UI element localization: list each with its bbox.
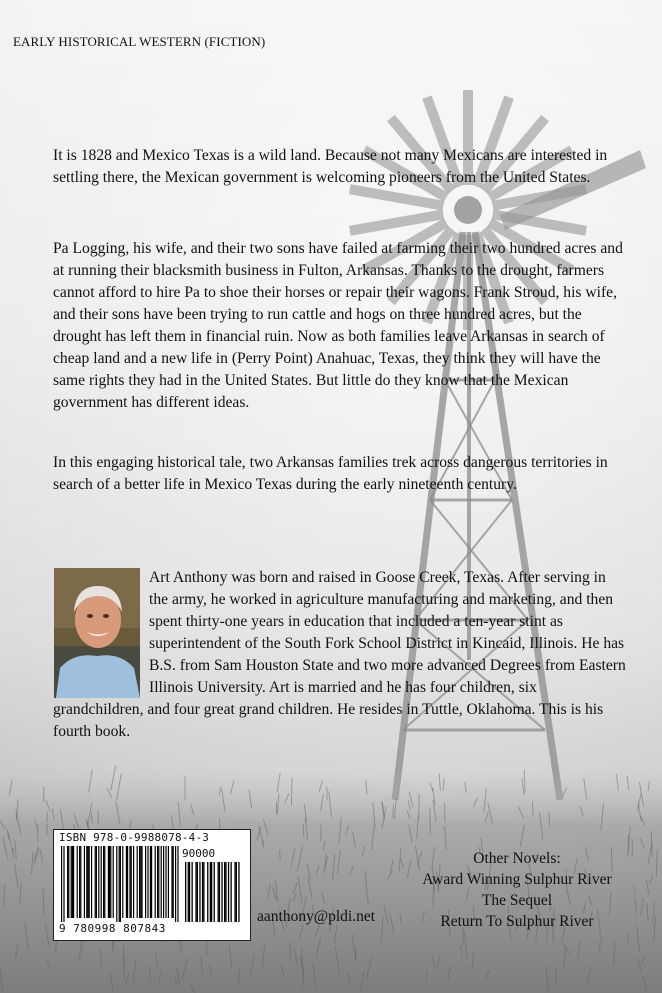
genre-label: EARLY HISTORICAL WESTERN (FICTION) bbox=[13, 34, 266, 49]
author-bio bbox=[53, 567, 628, 743]
price-code: 90000 bbox=[182, 847, 216, 860]
description-paragraph-2: Pa Logging, his wife, and their two sons have failed at farming their two hundred acres and at running their blacksmith business in Fulton, Arkansas. Thanks to the drought, farmers cannot afford to hire Pa to shoe their horses or repair their wagons. Frank Stroud, his wife, and their sons have been trying to run cattle and hogs on three hundred acres, but the drought has left them in financial ruin. Now as both families leave Arkansas in search of cheap land and a new life in (Perry Point) Anahuac, Texas, they think they will have the same rights they had in the United States. But little do they know that the Mexican government has different ideas. bbox=[53, 240, 623, 411]
description-paragraph-3: In this engaging historical tale, two Arkansas families trek across dangerous territories in search of a better life in Mexico Texas during the early nineteenth century. bbox=[53, 454, 608, 493]
author-email: aanthony@pldi.net bbox=[257, 908, 376, 925]
isbn-barcode bbox=[53, 829, 251, 941]
novel-title-2: The Sequel bbox=[481, 892, 553, 909]
description-paragraph-1: It is 1828 and Mexico Texas is a wild land. Because not many Mexicans are interested in settling there, the Mexican government is welcoming pioneers from the United States. bbox=[53, 147, 608, 186]
price-barcode-bars bbox=[185, 862, 240, 922]
ean-digits: 9 780998 807843 bbox=[59, 922, 166, 935]
other-novels bbox=[398, 848, 636, 932]
isbn-label: ISBN 978-0-9988078-4-3 bbox=[59, 831, 210, 844]
other-novels-heading: Other Novels: bbox=[473, 850, 561, 867]
novel-title-1: Award Winning Sulphur River bbox=[422, 871, 612, 888]
author-bio-text: Art Anthony was born and raised in Goose Creek, Texas. After serving in the army, he worked in agriculture manufacturing and marketing, and then spent thirty-one years in education that included a ten-year stint as superintendent of the South Fork School District in Kincaid, Illinois. He has B.S. from Sam Houston State and two more advanced Degrees from Eastern Illinois University. Art is married and he has four children, six grandchildren, and four great grand children. He resides in Tuttle, Oklahoma. This is his fourth book. bbox=[53, 569, 626, 740]
ean-barcode-bars bbox=[61, 846, 179, 922]
novel-title-3: Return To Sulphur River bbox=[440, 913, 594, 930]
